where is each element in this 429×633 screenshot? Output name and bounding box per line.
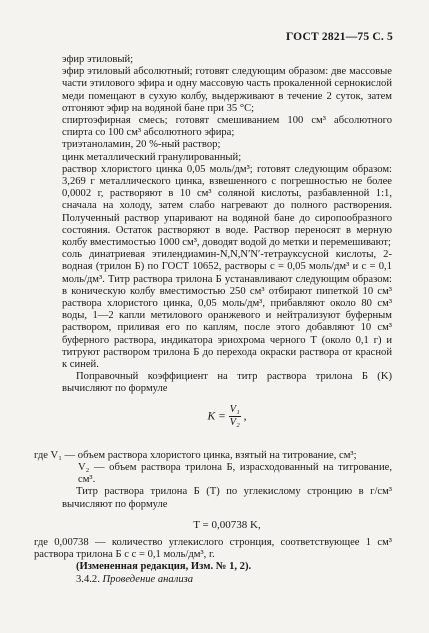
paragraph-6: раствор хлористого цинка 0,05 моль/дм³; готовят следующим образом: 3,269 г металлического цинка, взвешенного с погрешностью не более 0,0002 г, растворяют в 10 см³ соляной кислоты, разбавленной 1:1, сначала на холоду, затем слабо нагревают до полного растворения. Полученный раствор упаривают на водяной бане до сиропообразного состояния. Остаток растворяют в воде. Раствор переносят в мерную колбу вместимостью 1000 см³, доводят водой до метки и перемешивают; [62, 163, 392, 249]
paragraph-7: соль динатриевая этилендиамин-N,N,N′N′-тетрауксусной кислоты, 2-водная (трилон Б) по ГОСТ 10652, растворы c = 0,05 моль/дм³ и c = 0,1 моль/дм³. Титр раствора трилона Б устанавливают следующим образом: в коническую колбу вместимостью 250 см³ отбирают пипеткой 10 см³ раствора хлористого цинка, 0,05 моль/дм³, прибавляют около 80 см³ воды, 1—2 капли метилового оранжевого и нейтрализуют буферным раствором, приливая его по каплям, после этого добавляют 10 см³ буферного раствора, индикатора эриохрома черного Т (около 0,1 г) и титруют раствором трилона Б до перехода окраски раствора от красной к синей. [62, 249, 392, 371]
formula-t: T = 0,00738 K, [193, 518, 261, 531]
paragraph-4: триэтаноламин, 20 %-ный раствор; [62, 139, 221, 151]
document-body [34, 54, 392, 586]
formula-k-tail: , [243, 410, 247, 423]
formula-k-fraction [229, 404, 241, 429]
paragraph-1: эфир этиловый; [62, 54, 134, 65]
paragraph-8: Поправочный коэффициент на титр раствора трилона Б (K) вычисляют по формуле [62, 371, 392, 395]
formula-k [62, 404, 392, 444]
where-00738: где 0,00738 — количество углекислого стронция, соответствующее 1 см³ раствора трилона Б с c = 0,1 моль/дм³, г. [34, 536, 392, 561]
section-title: Проведение анализа [102, 573, 194, 585]
where-v2: V₂ — объем раствора трилона Б, израсходованный на титрование, см³. [78, 461, 392, 486]
paragraph-9: Титр раствора трилона Б (T) по углекислому стронцию в г/см³ вычисляют по формуле [62, 486, 392, 510]
where-v1: где V₁ — объем раствора хлористого цинка, взятый на титрование, см³; [34, 449, 357, 461]
paragraph-2: эфир этиловый абсолютный; готовят следующим образом: две массовые части этилового эфира и одну массовую часть прокаленной сернокислой меди помещают в сухую колбу, выдерживают в течение 2 суток, затем отгоняют эфир на водяной бане при 35 °С; [62, 66, 392, 114]
formula-k-denominator: V₂ [229, 416, 240, 428]
section-heading [62, 574, 392, 586]
formula-k-numerator: V₁ [229, 404, 241, 417]
amendment-note: (Измененная редакция, Изм. № 1, 2). [76, 561, 252, 573]
section-number: 3.4.2. [76, 573, 100, 585]
page-header: ГОСТ 2821—75 С. 5 [285, 31, 393, 43]
paragraph-3: спиртоэфирная смесь; готовят смешиванием 100 см³ абсолютного спирта со 100 см³ абсолютного эфира; [62, 115, 392, 139]
paragraph-5: цинк металлический гранулированный; [62, 151, 242, 163]
formula-k-lhs: K = [207, 410, 226, 423]
